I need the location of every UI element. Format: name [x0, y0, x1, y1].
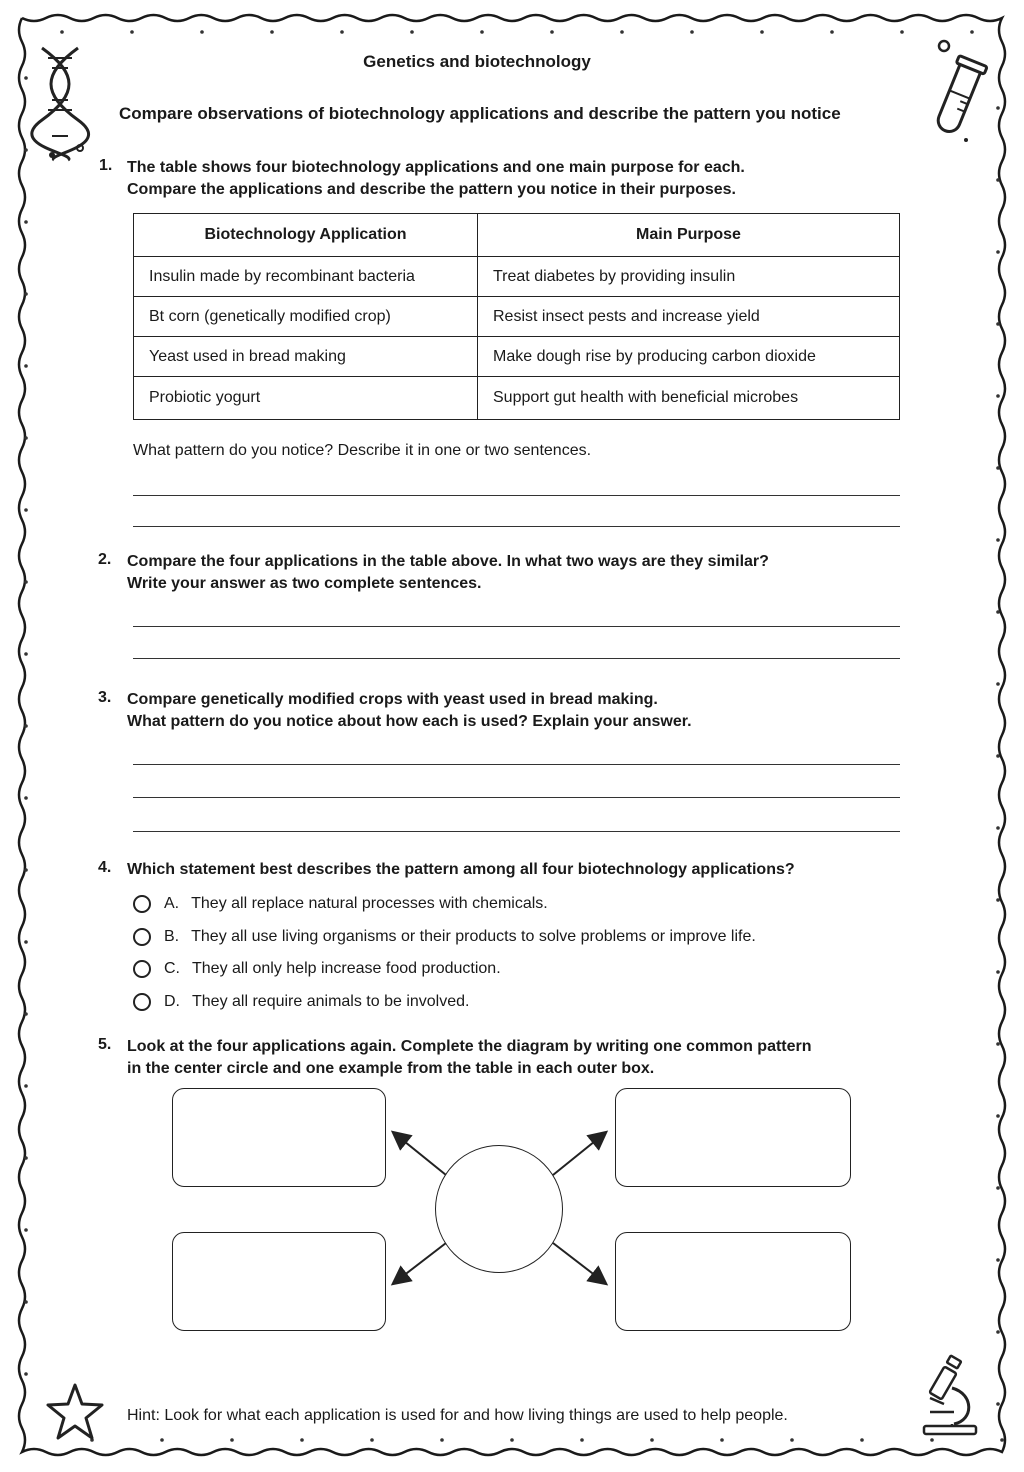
border-dot: [996, 1186, 1000, 1190]
border-dot: [720, 1438, 724, 1442]
table-cell: Probiotic yogurt: [134, 377, 478, 420]
q3-text: [127, 689, 692, 733]
q1-line-2: Compare the applications and describe the pattern you notice in their purposes.: [127, 181, 736, 198]
q2-answer-line-2[interactable]: [133, 658, 900, 659]
table-header-row: [134, 214, 900, 257]
q1-line-1: The table shows four biotechnology applications and one main purpose for each.: [127, 159, 745, 176]
q4-text: Which statement best describes the pattern among all four biotechnology applications?: [127, 861, 795, 878]
table-row: [134, 297, 900, 337]
q3-answer-line-1[interactable]: [133, 764, 900, 765]
border-dot: [24, 652, 28, 656]
border-dot: [410, 30, 414, 34]
border-dot: [24, 220, 28, 224]
border-dot: [24, 724, 28, 728]
option-text: They all require animals to be involved.: [192, 993, 470, 1010]
option-letter: B.: [164, 928, 180, 945]
table-header-purpose: Main Purpose: [478, 214, 900, 257]
q4-number: 4.: [98, 859, 112, 876]
border-dot: [996, 970, 1000, 974]
border-dot: [996, 178, 1000, 182]
border-dot: [996, 826, 1000, 830]
q4-option-a[interactable]: [133, 892, 548, 916]
border-dot: [996, 1258, 1000, 1262]
border-dot: [900, 30, 904, 34]
border-dot: [480, 30, 484, 34]
table-cell: Treat diabetes by providing insulin: [478, 257, 900, 297]
border-dot: [440, 1438, 444, 1442]
option-text: They all use living organisms or their products to solve problems or improve life.: [191, 928, 756, 945]
diagram-center-circle[interactable]: [435, 1145, 563, 1273]
q1-number: 1.: [99, 157, 113, 174]
table-cell: Resist insect pests and increase yield: [478, 297, 900, 337]
border-dot: [300, 1438, 304, 1442]
border-dot: [996, 1402, 1000, 1406]
border-dot: [996, 322, 1000, 326]
border-dot: [24, 1012, 28, 1016]
border-dot: [270, 30, 274, 34]
border-dot: [370, 1438, 374, 1442]
radio-button[interactable]: [133, 895, 151, 913]
border-dot: [690, 30, 694, 34]
border-dot: [996, 898, 1000, 902]
border-dot: [24, 796, 28, 800]
border-dot: [996, 1114, 1000, 1118]
diagram-box-top-left[interactable]: [172, 1088, 386, 1187]
table-cell: Make dough rise by producing carbon dioxide: [478, 337, 900, 377]
q3-number: 3.: [98, 689, 112, 706]
border-dot: [830, 30, 834, 34]
border-dot: [24, 364, 28, 368]
border-dot: [24, 1228, 28, 1232]
q1-prompt: What pattern do you notice? Describe it in one or two sentences.: [133, 442, 592, 459]
border-dot: [760, 30, 764, 34]
border-dot: [996, 754, 1000, 758]
border-dot: [60, 30, 64, 34]
q2-number: 2.: [98, 551, 112, 568]
q4-option-d[interactable]: [133, 990, 469, 1014]
border-dot: [510, 1438, 514, 1442]
border-dot: [24, 1156, 28, 1160]
diagram-box-bottom-right[interactable]: [615, 1232, 851, 1331]
border-dot: [24, 292, 28, 296]
option-text: They all replace natural processes with chemicals.: [191, 895, 548, 912]
q1-answer-line-2[interactable]: [133, 526, 900, 527]
q3-line-2: What pattern do you notice about how each is used? Explain your answer.: [127, 713, 692, 730]
q3-answer-line-2[interactable]: [133, 797, 900, 798]
border-dot: [860, 1438, 864, 1442]
border-dot: [550, 30, 554, 34]
border-dot: [790, 1438, 794, 1442]
border-dot: [996, 1042, 1000, 1046]
border-dot: [650, 1438, 654, 1442]
border-dot: [160, 1438, 164, 1442]
table-cell: Bt corn (genetically modified crop): [134, 297, 478, 337]
q4-option-b[interactable]: [133, 925, 756, 949]
table-row: [134, 257, 900, 297]
border-dot: [996, 106, 1000, 110]
border-dot: [1000, 1438, 1004, 1442]
radio-button[interactable]: [133, 928, 151, 946]
border-dot: [996, 1330, 1000, 1334]
page-subtitle: Compare observations of biotechnology applications and describe the pattern you notice: [119, 104, 841, 123]
q2-line-1: Compare the four applications in the table above. In what two ways are they similar?: [127, 553, 769, 570]
q5-line-1: Look at the four applications again. Complete the diagram by writing one common pattern: [127, 1038, 812, 1055]
hint-text: Hint: Look for what each application is used for and how living things are used to help people.: [127, 1407, 788, 1424]
border-dot: [230, 1438, 234, 1442]
border-dot: [24, 1084, 28, 1088]
star-icon: [44, 1382, 106, 1442]
border-dot: [970, 30, 974, 34]
radio-button[interactable]: [133, 993, 151, 1011]
diagram-box-bottom-left[interactable]: [172, 1232, 386, 1331]
border-dot: [996, 250, 1000, 254]
border-dot: [24, 868, 28, 872]
border-dot: [24, 508, 28, 512]
border-dot: [996, 682, 1000, 686]
border-dot: [996, 394, 1000, 398]
microscope-icon: [918, 1354, 982, 1440]
border-dot: [200, 30, 204, 34]
table-cell: Support gut health with beneficial microbes: [478, 377, 900, 420]
radio-button[interactable]: [133, 960, 151, 978]
border-dot: [996, 610, 1000, 614]
q3-line-1: Compare genetically modified crops with yeast used in bread making.: [127, 691, 658, 708]
border-dot: [24, 436, 28, 440]
option-letter: D.: [164, 993, 180, 1010]
q1-text: [127, 157, 745, 201]
option-letter: A.: [164, 895, 180, 912]
q5-text: [127, 1036, 812, 1080]
border-dot: [620, 30, 624, 34]
option-letter: C.: [164, 960, 180, 977]
border-dot: [24, 1372, 28, 1376]
border-dot: [340, 30, 344, 34]
table-row: [134, 337, 900, 377]
table-cell: Insulin made by recombinant bacteria: [134, 257, 478, 297]
border-dot: [24, 1300, 28, 1304]
border-dot: [996, 466, 1000, 470]
border-dot: [580, 1438, 584, 1442]
q2-line-2: Write your answer as two complete sentences.: [127, 575, 482, 592]
option-text: They all only help increase food production.: [192, 960, 501, 977]
diagram-box-top-right[interactable]: [615, 1088, 851, 1187]
table-cell: Yeast used in bread making: [134, 337, 478, 377]
q4-option-c[interactable]: [133, 957, 501, 981]
q2-answer-line-1[interactable]: [133, 626, 900, 627]
q3-answer-line-3[interactable]: [133, 831, 900, 832]
applications-table: [133, 213, 900, 420]
border-dot: [24, 580, 28, 584]
page-title: Genetics and biotechnology: [363, 52, 591, 71]
table-row: [134, 377, 900, 420]
q2-text: [127, 551, 769, 595]
border-dot: [24, 940, 28, 944]
border-dot: [130, 30, 134, 34]
q5-line-2: in the center circle and one example from the table in each outer box.: [127, 1060, 655, 1077]
q5-number: 5.: [98, 1036, 112, 1053]
q1-answer-line-1[interactable]: [133, 495, 900, 496]
border-dot: [996, 538, 1000, 542]
table-header-application: Biotechnology Application: [134, 214, 478, 257]
